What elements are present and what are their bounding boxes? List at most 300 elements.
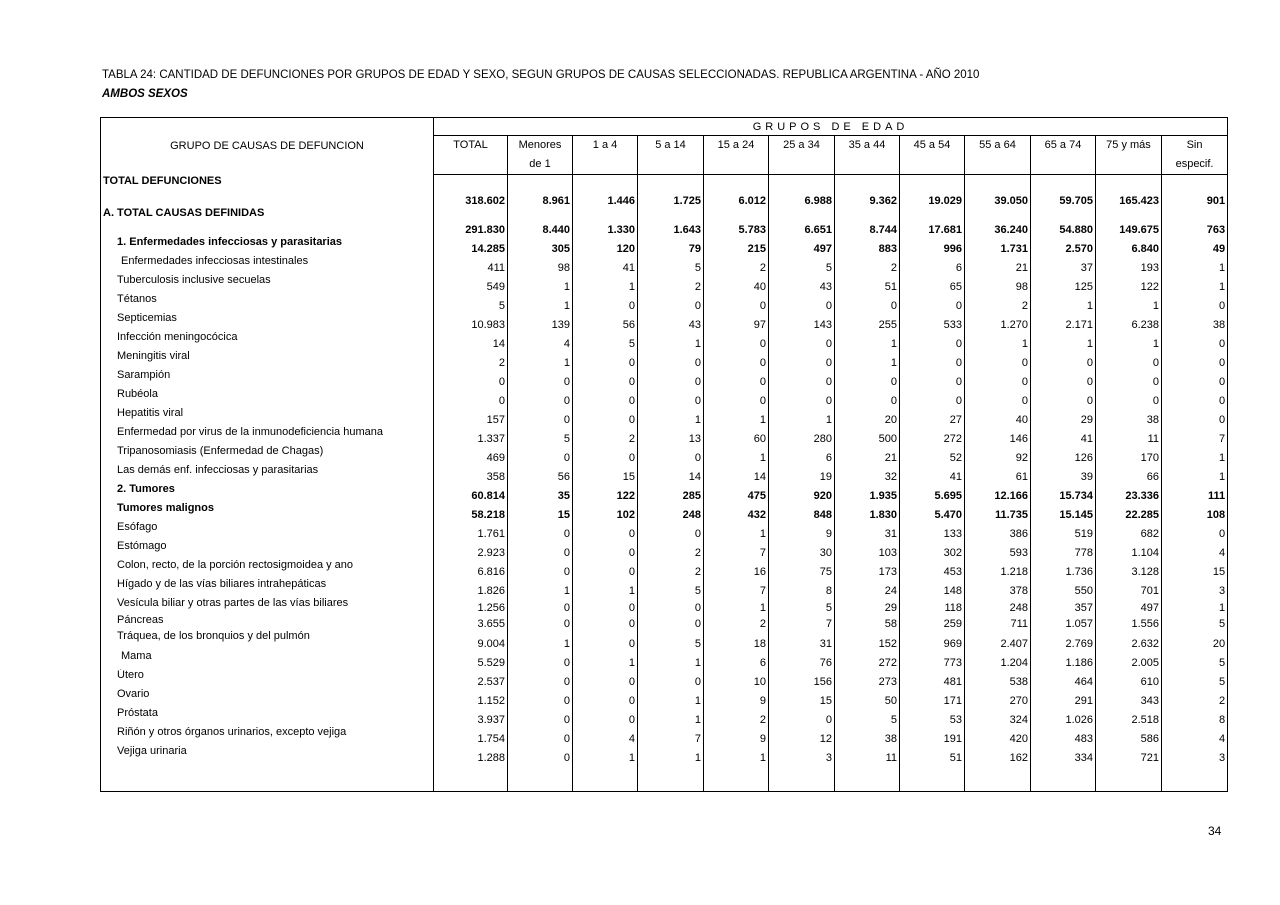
column-header-line1: 1 a 4 bbox=[592, 139, 618, 151]
column-header-line1: 65 a 74 bbox=[1044, 139, 1082, 151]
empty-cell bbox=[101, 764, 434, 792]
cell-value: 139 bbox=[508, 312, 573, 331]
cell-value: 133 bbox=[900, 521, 965, 540]
cell-value: 21 bbox=[835, 445, 900, 464]
cell-value: 22.285 bbox=[1096, 502, 1162, 521]
cell-value: 1.152 bbox=[434, 688, 508, 707]
cell-value: 5 bbox=[835, 707, 900, 726]
cell-value: 24 bbox=[835, 578, 900, 597]
cell-value: 170 bbox=[1096, 445, 1162, 464]
cell-value: 6.816 bbox=[434, 559, 508, 578]
table-row bbox=[101, 407, 1228, 426]
cell-value: 0 bbox=[1162, 369, 1228, 388]
cell-value: 318.602 bbox=[434, 175, 508, 207]
cell-value: 9 bbox=[704, 688, 769, 707]
cell-value: 0 bbox=[900, 331, 965, 350]
cell-value: 38 bbox=[1162, 312, 1228, 331]
cell-value: 8.961 bbox=[508, 175, 573, 207]
cell-value: 0 bbox=[965, 350, 1031, 369]
cell-value: 610 bbox=[1096, 669, 1162, 688]
column-header bbox=[1162, 136, 1228, 175]
cell-value: 0 bbox=[638, 597, 704, 614]
cell-value: 43 bbox=[769, 274, 835, 293]
cell-value: 2.923 bbox=[434, 540, 508, 559]
cell-value: 15.145 bbox=[1031, 502, 1096, 521]
cell-value: 2 bbox=[434, 350, 508, 369]
cell-value: 0 bbox=[1096, 369, 1162, 388]
row-label: Colon, recto, de la porción rectosigmoidea y ano bbox=[101, 559, 434, 578]
cell-value: 4 bbox=[1162, 540, 1228, 559]
cell-value: 1 bbox=[638, 707, 704, 726]
cell-value: 1 bbox=[508, 578, 573, 597]
row-label: Rubéola bbox=[101, 388, 434, 407]
cell-value: 378 bbox=[965, 578, 1031, 597]
cell-value: 0 bbox=[573, 350, 638, 369]
cell-value: 60.814 bbox=[434, 483, 508, 502]
cell-value: 3 bbox=[769, 745, 835, 764]
cell-value: 5 bbox=[769, 255, 835, 274]
column-header-line1: 75 y más bbox=[1106, 139, 1151, 151]
cell-value: 76 bbox=[769, 650, 835, 669]
cell-value: 586 bbox=[1096, 726, 1162, 745]
table-row bbox=[101, 350, 1228, 369]
cell-value: 302 bbox=[900, 540, 965, 559]
cell-value: 4 bbox=[1162, 726, 1228, 745]
cell-value: 1 bbox=[1162, 597, 1228, 614]
cell-value: 0 bbox=[704, 350, 769, 369]
cell-value: 1.935 bbox=[835, 483, 900, 502]
row-label: Ovario bbox=[101, 688, 434, 707]
cell-value: 29 bbox=[835, 597, 900, 614]
cell-value: 0 bbox=[638, 669, 704, 688]
cell-value: 0 bbox=[434, 388, 508, 407]
cell-value: 2 bbox=[638, 274, 704, 293]
cell-value: 16 bbox=[704, 559, 769, 578]
cell-value: 5 bbox=[434, 293, 508, 312]
cell-value: 7 bbox=[704, 578, 769, 597]
cell-value: 0 bbox=[835, 369, 900, 388]
cell-value: 1 bbox=[835, 331, 900, 350]
cell-value: 52 bbox=[900, 445, 965, 464]
cell-value: 593 bbox=[965, 540, 1031, 559]
cell-value: 20 bbox=[1162, 630, 1228, 650]
cell-value: 122 bbox=[573, 483, 638, 502]
cell-value: 29 bbox=[1031, 407, 1096, 426]
cell-value: 1 bbox=[1096, 331, 1162, 350]
row-label: Enfermedades infecciosas intestinales bbox=[101, 255, 434, 274]
cell-value: 11 bbox=[1096, 426, 1162, 445]
cell-value: 40 bbox=[704, 274, 769, 293]
cell-value: 15 bbox=[769, 688, 835, 707]
cell-value: 126 bbox=[1031, 445, 1096, 464]
row-label: Septicemias bbox=[101, 312, 434, 331]
table-title: TABLA 24: CANTIDAD DE DEFUNCIONES POR GRUPOS DE EDAD Y SEXO, SEGUN GRUPOS DE CAUSAS SELECCIONADAS. REPUBLICA ARGENTINA - AÑO 2010 bbox=[102, 69, 980, 81]
column-header-line2: de 1 bbox=[529, 158, 551, 170]
cell-value: 108 bbox=[1162, 502, 1228, 521]
cell-value: 2.570 bbox=[1031, 236, 1096, 255]
cell-value: 0 bbox=[769, 707, 835, 726]
cell-value: 40 bbox=[965, 407, 1031, 426]
cell-value: 291 bbox=[1031, 688, 1096, 707]
cell-value: 272 bbox=[900, 426, 965, 445]
cell-value: 118 bbox=[900, 597, 965, 614]
cell-value: 15 bbox=[1162, 559, 1228, 578]
cell-value: 5 bbox=[508, 426, 573, 445]
cell-value: 1 bbox=[638, 407, 704, 426]
row-label: Próstata bbox=[101, 707, 434, 726]
cell-value: 1 bbox=[573, 578, 638, 597]
cell-value: 3.128 bbox=[1096, 559, 1162, 578]
cell-value: 143 bbox=[769, 312, 835, 331]
cell-value: 5 bbox=[769, 597, 835, 614]
cell-value: 13 bbox=[638, 426, 704, 445]
column-header-line2 bbox=[573, 155, 637, 172]
cell-value: 7 bbox=[769, 614, 835, 630]
cell-value: 883 bbox=[835, 236, 900, 255]
cell-value: 1 bbox=[1162, 255, 1228, 274]
empty-cell bbox=[434, 764, 508, 792]
empty-cell bbox=[1162, 764, 1228, 792]
cell-value: 0 bbox=[638, 445, 704, 464]
cell-value: 38 bbox=[835, 726, 900, 745]
table-row bbox=[101, 650, 1228, 669]
cell-value: 8.440 bbox=[508, 207, 573, 236]
cell-value: 59.705 bbox=[1031, 175, 1096, 207]
cell-value: 165.423 bbox=[1096, 175, 1162, 207]
cell-value: 6.840 bbox=[1096, 236, 1162, 255]
column-header-line2 bbox=[835, 155, 899, 172]
cell-value: 0 bbox=[573, 688, 638, 707]
cell-value: 497 bbox=[1096, 597, 1162, 614]
cell-value: 122 bbox=[1096, 274, 1162, 293]
table-row bbox=[101, 312, 1228, 331]
cell-value: 1.026 bbox=[1031, 707, 1096, 726]
cell-value: 60 bbox=[704, 426, 769, 445]
cell-value: 19 bbox=[769, 464, 835, 483]
cell-value: 1.256 bbox=[434, 597, 508, 614]
cell-value: 386 bbox=[965, 521, 1031, 540]
cell-value: 9.362 bbox=[835, 175, 900, 207]
table-row bbox=[101, 745, 1228, 764]
cell-value: 0 bbox=[573, 521, 638, 540]
cell-value: 0 bbox=[508, 521, 573, 540]
cell-value: 848 bbox=[769, 502, 835, 521]
cell-value: 0 bbox=[573, 707, 638, 726]
cell-value: 0 bbox=[638, 614, 704, 630]
row-label: A. TOTAL CAUSAS DEFINIDAS bbox=[101, 207, 434, 236]
cell-value: 6 bbox=[704, 650, 769, 669]
cell-value: 1.643 bbox=[638, 207, 704, 236]
cell-value: 1 bbox=[638, 745, 704, 764]
cell-value: 5.695 bbox=[900, 483, 965, 502]
row-label: TOTAL DEFUNCIONES bbox=[101, 175, 434, 207]
cell-value: 149.675 bbox=[1096, 207, 1162, 236]
cell-value: 5 bbox=[1162, 614, 1228, 630]
cell-value: 146 bbox=[965, 426, 1031, 445]
cell-value: 53 bbox=[900, 707, 965, 726]
cell-value: 2 bbox=[704, 614, 769, 630]
cell-value: 0 bbox=[1162, 388, 1228, 407]
cell-value: 334 bbox=[1031, 745, 1096, 764]
cell-value: 39 bbox=[1031, 464, 1096, 483]
cell-value: 1.218 bbox=[965, 559, 1031, 578]
cell-value: 475 bbox=[704, 483, 769, 502]
cell-value: 0 bbox=[769, 388, 835, 407]
column-header-line1: 55 a 64 bbox=[979, 139, 1016, 151]
column-header-line2 bbox=[704, 155, 768, 172]
cell-value: 259 bbox=[900, 614, 965, 630]
cell-value: 1.725 bbox=[638, 175, 704, 207]
cell-value: 0 bbox=[573, 614, 638, 630]
cell-value: 2.518 bbox=[1096, 707, 1162, 726]
cell-value: 1.330 bbox=[573, 207, 638, 236]
cell-value: 171 bbox=[900, 688, 965, 707]
table-row bbox=[101, 388, 1228, 407]
cell-value: 549 bbox=[434, 274, 508, 293]
cell-value: 5 bbox=[573, 331, 638, 350]
cell-value: 0 bbox=[508, 688, 573, 707]
cell-value: 11.735 bbox=[965, 502, 1031, 521]
cell-value: 0 bbox=[769, 369, 835, 388]
empty-cell bbox=[508, 764, 573, 792]
cell-value: 2 bbox=[835, 255, 900, 274]
age-groups-header: GRUPOS DE EDAD bbox=[434, 118, 1228, 136]
cell-value: 1 bbox=[638, 331, 704, 350]
table-row bbox=[101, 426, 1228, 445]
cell-value: 0 bbox=[965, 369, 1031, 388]
cell-value: 273 bbox=[835, 669, 900, 688]
cell-value: 0 bbox=[638, 521, 704, 540]
cell-value: 36.240 bbox=[965, 207, 1031, 236]
cell-value: 1 bbox=[704, 521, 769, 540]
cell-value: 682 bbox=[1096, 521, 1162, 540]
row-label: Vesícula biliar y otras partes de las vías biliares bbox=[101, 597, 434, 614]
cell-value: 469 bbox=[434, 445, 508, 464]
cell-value: 0 bbox=[573, 388, 638, 407]
cell-value: 0 bbox=[508, 388, 573, 407]
row-label: Páncreas bbox=[101, 614, 434, 630]
table-body bbox=[101, 175, 1228, 792]
cell-value: 65 bbox=[900, 274, 965, 293]
cell-value: 31 bbox=[835, 521, 900, 540]
cell-value: 54.880 bbox=[1031, 207, 1096, 236]
cell-value: 0 bbox=[1031, 388, 1096, 407]
cell-value: 0 bbox=[835, 293, 900, 312]
column-header-line2 bbox=[434, 155, 507, 172]
cell-value: 7 bbox=[1162, 426, 1228, 445]
table-row bbox=[101, 236, 1228, 255]
cell-value: 4 bbox=[573, 726, 638, 745]
table-row bbox=[101, 597, 1228, 614]
row-label: Enfermedad por virus de la inmunodeficiencia humana bbox=[101, 426, 434, 445]
cell-value: 358 bbox=[434, 464, 508, 483]
column-header-line2 bbox=[769, 155, 834, 172]
row-label: Las demás enf. infecciosas y parasitarias bbox=[101, 464, 434, 483]
table-row bbox=[101, 707, 1228, 726]
cell-value: 56 bbox=[573, 312, 638, 331]
cell-value: 15 bbox=[573, 464, 638, 483]
column-header bbox=[835, 136, 900, 175]
cell-value: 10 bbox=[704, 669, 769, 688]
cell-value: 39.050 bbox=[965, 175, 1031, 207]
cell-value: 27 bbox=[900, 407, 965, 426]
row-label: Meningitis viral bbox=[101, 350, 434, 369]
cell-value: 357 bbox=[1031, 597, 1096, 614]
cell-value: 0 bbox=[769, 293, 835, 312]
row-label: 1. Enfermedades infecciosas y parasitarias bbox=[101, 236, 434, 255]
cell-value: 98 bbox=[965, 274, 1031, 293]
table-row bbox=[101, 445, 1228, 464]
cell-value: 411 bbox=[434, 255, 508, 274]
cell-value: 305 bbox=[508, 236, 573, 255]
cell-value: 5 bbox=[1162, 669, 1228, 688]
column-header-line1: 35 a 44 bbox=[848, 139, 886, 151]
table-row bbox=[101, 630, 1228, 650]
cell-value: 343 bbox=[1096, 688, 1162, 707]
cell-value: 0 bbox=[508, 445, 573, 464]
cell-value: 0 bbox=[573, 407, 638, 426]
cell-value: 2 bbox=[704, 255, 769, 274]
cell-value: 1.057 bbox=[1031, 614, 1096, 630]
cell-value: 75 bbox=[769, 559, 835, 578]
cell-value: 0 bbox=[573, 293, 638, 312]
table-end-row bbox=[101, 764, 1228, 792]
cell-value: 11 bbox=[835, 745, 900, 764]
cell-value: 453 bbox=[900, 559, 965, 578]
cell-value: 2.407 bbox=[965, 630, 1031, 650]
cell-value: 7 bbox=[638, 726, 704, 745]
cell-value: 92 bbox=[965, 445, 1031, 464]
row-label: Útero bbox=[101, 669, 434, 688]
cell-value: 5 bbox=[1162, 650, 1228, 669]
cell-value: 4 bbox=[508, 331, 573, 350]
cell-value: 0 bbox=[900, 369, 965, 388]
cell-value: 538 bbox=[965, 669, 1031, 688]
table-row bbox=[101, 559, 1228, 578]
cell-value: 0 bbox=[835, 388, 900, 407]
row-label: Tráquea, de los bronquios y del pulmón bbox=[101, 630, 434, 650]
table-row bbox=[101, 726, 1228, 745]
column-header bbox=[638, 136, 704, 175]
row-label: Tétanos bbox=[101, 293, 434, 312]
cell-value: 464 bbox=[1031, 669, 1096, 688]
cell-value: 2.537 bbox=[434, 669, 508, 688]
cell-value: 1 bbox=[1162, 464, 1228, 483]
column-header bbox=[573, 136, 638, 175]
row-label: Riñón y otros órganos urinarios, excepto vejiga bbox=[101, 726, 434, 745]
column-header-line1: 25 a 34 bbox=[783, 139, 820, 151]
cell-value: 6.012 bbox=[704, 175, 769, 207]
cell-value: 5.529 bbox=[434, 650, 508, 669]
column-header-line2 bbox=[1096, 155, 1161, 172]
cell-value: 31 bbox=[769, 630, 835, 650]
cell-value: 32 bbox=[835, 464, 900, 483]
column-header-line2: especif. bbox=[1175, 158, 1214, 170]
cell-value: 1.761 bbox=[434, 521, 508, 540]
cell-value: 5 bbox=[638, 578, 704, 597]
cell-value: 778 bbox=[1031, 540, 1096, 559]
cause-column-header: GRUPO DE CAUSAS DE DEFUNCION bbox=[101, 118, 434, 175]
cell-value: 1 bbox=[965, 331, 1031, 350]
cell-value: 0 bbox=[704, 388, 769, 407]
empty-cell bbox=[900, 764, 965, 792]
cell-value: 3 bbox=[1162, 745, 1228, 764]
cell-value: 5.470 bbox=[900, 502, 965, 521]
cell-value: 0 bbox=[508, 726, 573, 745]
cell-value: 61 bbox=[965, 464, 1031, 483]
cell-value: 1 bbox=[704, 597, 769, 614]
cell-value: 0 bbox=[573, 540, 638, 559]
cell-value: 280 bbox=[769, 426, 835, 445]
cell-value: 1 bbox=[638, 650, 704, 669]
cell-value: 6.988 bbox=[769, 175, 835, 207]
cell-value: 152 bbox=[835, 630, 900, 650]
cell-value: 56 bbox=[508, 464, 573, 483]
cell-value: 50 bbox=[835, 688, 900, 707]
cell-value: 0 bbox=[508, 745, 573, 764]
cell-value: 1.186 bbox=[1031, 650, 1096, 669]
cell-value: 1.270 bbox=[965, 312, 1031, 331]
cell-value: 2 bbox=[965, 293, 1031, 312]
cell-value: 255 bbox=[835, 312, 900, 331]
cell-value: 18 bbox=[704, 630, 769, 650]
cell-value: 1 bbox=[1031, 331, 1096, 350]
cell-value: 14 bbox=[704, 464, 769, 483]
cell-value: 120 bbox=[573, 236, 638, 255]
cell-value: 1 bbox=[1096, 293, 1162, 312]
table-row bbox=[101, 207, 1228, 236]
column-header-line1: 45 a 54 bbox=[913, 139, 951, 151]
cell-value: 0 bbox=[508, 597, 573, 614]
cell-value: 79 bbox=[638, 236, 704, 255]
cell-value: 920 bbox=[769, 483, 835, 502]
cell-value: 20 bbox=[835, 407, 900, 426]
table-row bbox=[101, 175, 1228, 207]
cell-value: 1 bbox=[1162, 445, 1228, 464]
cell-value: 285 bbox=[638, 483, 704, 502]
row-label: Vejiga urinaria bbox=[101, 745, 434, 764]
cell-value: 0 bbox=[573, 669, 638, 688]
table-row bbox=[101, 331, 1228, 350]
row-label: Mama bbox=[101, 650, 434, 669]
table-row bbox=[101, 540, 1228, 559]
cell-value: 37 bbox=[1031, 255, 1096, 274]
cell-value: 41 bbox=[1031, 426, 1096, 445]
column-header-line1: 5 a 14 bbox=[655, 139, 686, 151]
page-number: 34 bbox=[1208, 824, 1222, 838]
mortality-table bbox=[100, 117, 1228, 792]
cell-value: 125 bbox=[1031, 274, 1096, 293]
cell-value: 420 bbox=[965, 726, 1031, 745]
row-label: 2. Tumores bbox=[101, 483, 434, 502]
row-label: Tuberculosis inclusive secuelas bbox=[101, 274, 434, 293]
column-header bbox=[434, 136, 508, 175]
cell-value: 0 bbox=[1162, 521, 1228, 540]
cell-value: 2 bbox=[1162, 688, 1228, 707]
column-header-line1: Menores bbox=[518, 139, 562, 151]
cell-value: 58.218 bbox=[434, 502, 508, 521]
cell-value: 49 bbox=[1162, 236, 1228, 255]
cell-value: 0 bbox=[1162, 293, 1228, 312]
row-label: Estómago bbox=[101, 540, 434, 559]
cell-value: 721 bbox=[1096, 745, 1162, 764]
cell-value: 1 bbox=[573, 650, 638, 669]
cell-value: 5 bbox=[638, 630, 704, 650]
table-row bbox=[101, 293, 1228, 312]
table-row bbox=[101, 614, 1228, 630]
cell-value: 0 bbox=[704, 331, 769, 350]
cell-value: 10.983 bbox=[434, 312, 508, 331]
